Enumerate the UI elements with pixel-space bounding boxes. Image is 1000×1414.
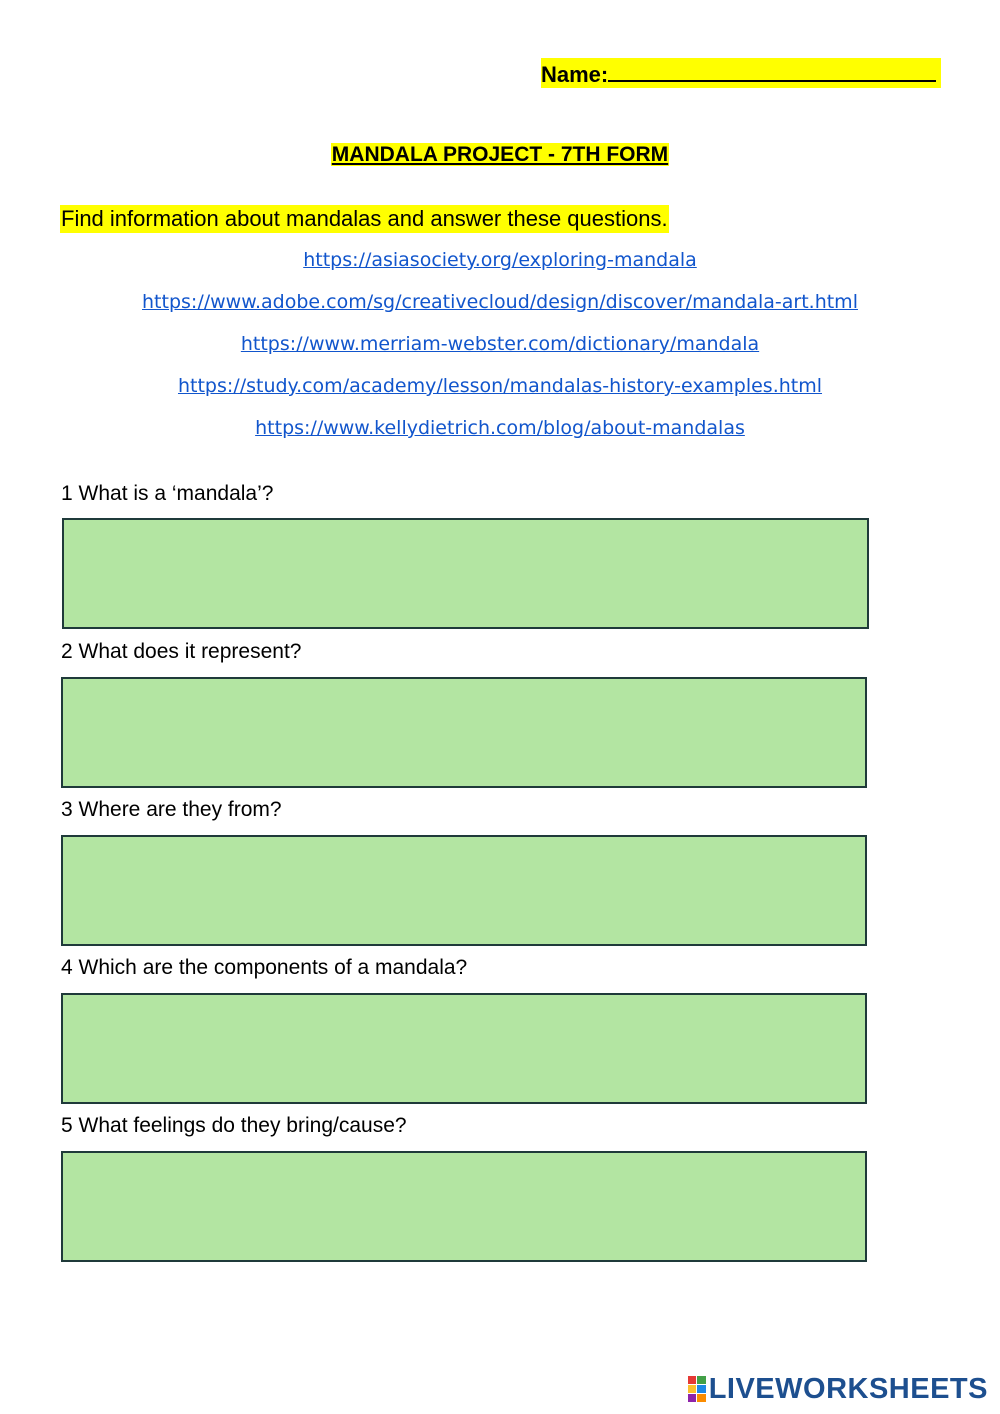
instruction-text: Find information about mandalas and answer these questions. xyxy=(61,206,668,231)
question-5: 5 What feelings do they bring/cause? xyxy=(61,1114,407,1137)
reference-link[interactable]: https://www.kellydietrich.com/blog/about-mandalas xyxy=(255,417,745,439)
answer-box-5[interactable] xyxy=(61,1151,867,1262)
reference-link[interactable]: https://asiasociety.org/exploring-mandala xyxy=(303,249,697,271)
name-label: Name: xyxy=(541,62,609,87)
worksheet-title-row xyxy=(0,141,1000,169)
reference-link[interactable]: https://study.com/academy/lesson/mandalas-history-examples.html xyxy=(177,375,823,397)
liveworksheets-logo-icon xyxy=(688,1376,706,1402)
answer-box-1[interactable] xyxy=(62,518,869,629)
reference-links xyxy=(0,246,1000,456)
liveworksheets-logo xyxy=(688,1374,988,1404)
question-2: 2 What does it represent? xyxy=(61,640,302,663)
question-4: 4 Which are the components of a mandala? xyxy=(61,956,468,979)
reference-link[interactable]: https://www.adobe.com/sg/creativecloud/design/discover/mandala-art.html xyxy=(142,291,858,313)
reference-link[interactable]: https://www.merriam-webster.com/dictionary/mandala xyxy=(240,333,760,355)
answer-box-3[interactable] xyxy=(61,835,867,946)
question-3: 3 Where are they from? xyxy=(61,798,282,821)
worksheet-title: MANDALA PROJECT - 7TH FORM xyxy=(331,143,669,166)
answer-box-2[interactable] xyxy=(61,677,867,788)
logo-text: LIVEWORKSHEETS xyxy=(708,1373,988,1405)
answer-box-4[interactable] xyxy=(61,993,867,1104)
name-blank-line[interactable] xyxy=(608,58,936,82)
question-1: 1 What is a ‘mandala’? xyxy=(61,482,274,505)
name-field[interactable] xyxy=(541,58,941,88)
